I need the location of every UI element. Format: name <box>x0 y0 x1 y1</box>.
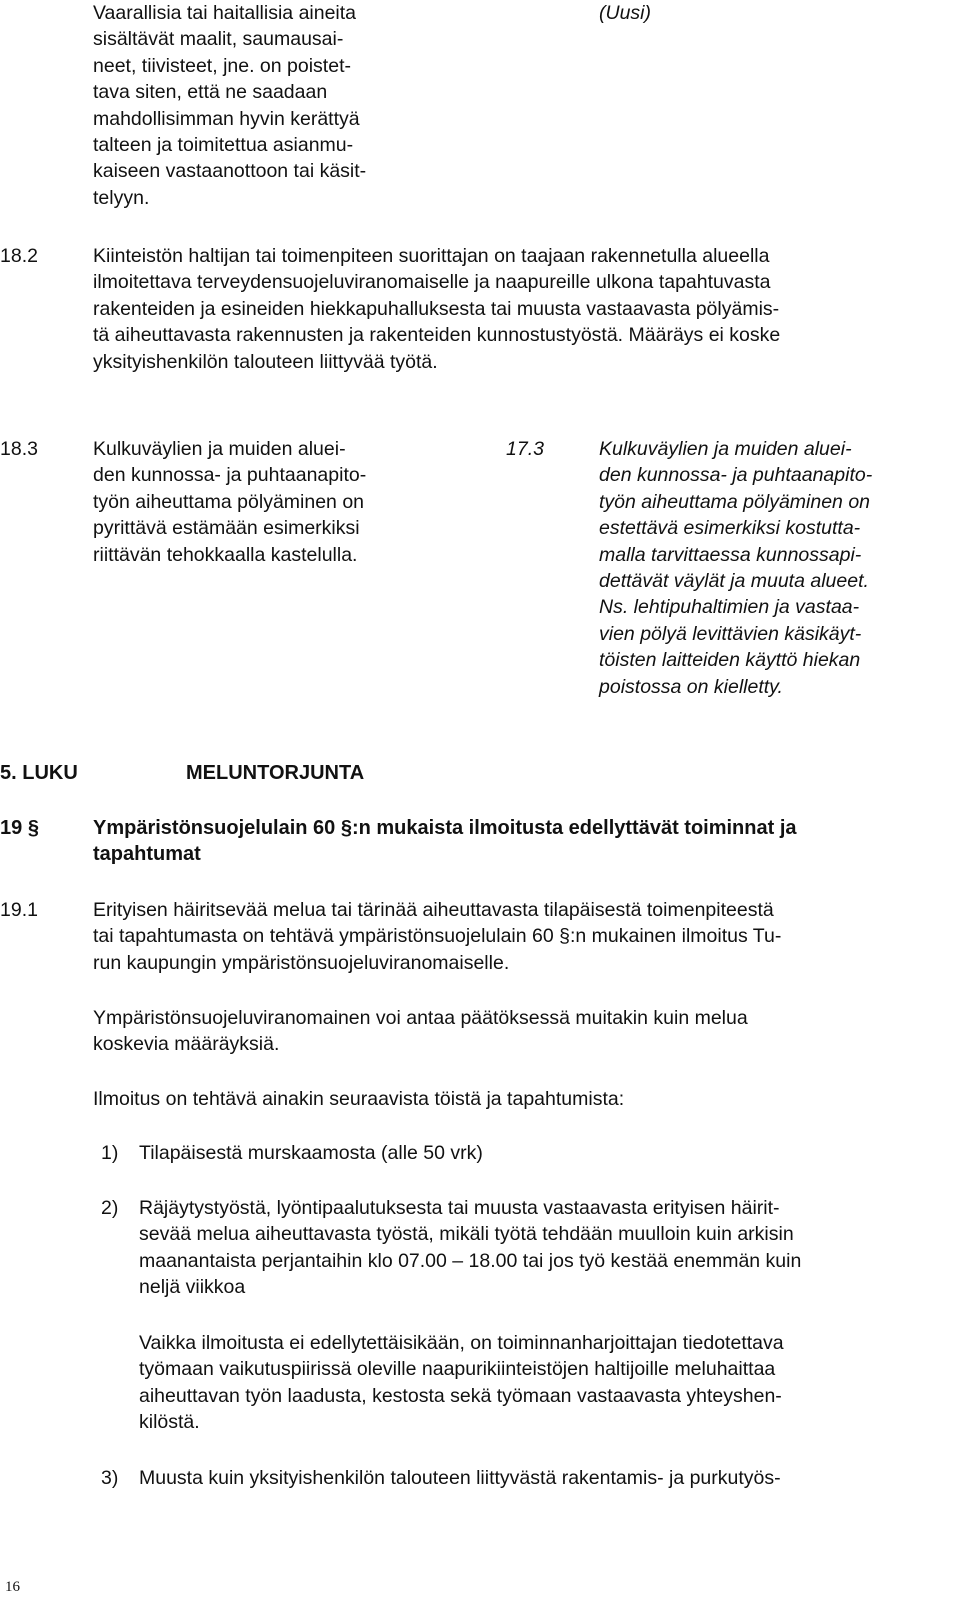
section-19-num: 19 <box>0 817 23 839</box>
old-section-text-17-3: Kulkuväylien ja muiden aluei- den kunnossa- ja puhtaanapito- työn aiheuttama pölyäminen on estettävä esimerkiksi kostutta- malla tarvittaessa kunnossapi- dettävät väylät ja muuta alueet. Ns. lehtipuhaltimien ja vastaa- vien pölyä levittävien käsikäyt- töisten laitteiden käyttö hiekan poistossa on kielletty. <box>599 438 873 698</box>
list-item-2-note: Vaikka ilmoitusta ei edellytettäisikään, on toiminnanharjoittajan tiedotettava työmaan vaikutuspiirissä oleville naapurikiinteistöjen haltijoille meluhaittaa aiheuttavan työn laadusta, kestosta sekä työmaan vastaavasta yhteyshen- kilöstä. <box>139 1332 784 1434</box>
list-item-number-1: 1) <box>101 1142 119 1164</box>
section-number-19-1: 19.1 <box>0 899 38 921</box>
section-number-18-2: 18.2 <box>0 245 38 267</box>
list-item-number-2: 2) <box>101 1197 119 1219</box>
section-sign: § <box>27 817 39 839</box>
old-section-number-17-3: 17.3 <box>506 438 544 460</box>
list-item-text-3: Muusta kuin yksityishenkilön talouteen liittyvästä rakentamis- ja purkutyös- <box>139 1467 781 1489</box>
list-item-text-2: Räjäytystyöstä, lyöntipaalutuksesta tai muusta vastaavasta erityisen häirit- sevää melua aiheuttavasta työstä, mikäli työtä tehdään muulloin kuin arkisin maanantaista perjantaihin klo 07.00 – 18.00 tai jos työ kestää enemmän kuin neljä viikkoa <box>139 1197 802 1299</box>
section-number-19 <box>0 815 39 841</box>
list-item-text-1: Tilapäisestä murskaamosta (alle 50 vrk) <box>139 1142 483 1164</box>
chapter-title: MELUNTORJUNTA <box>186 762 365 784</box>
note-new: (Uusi) <box>599 2 651 24</box>
section-text-18-3: Kulkuväylien ja muiden aluei- den kunnossa- ja puhtaanapito- työn aiheuttama pölyäminen on pyrittävä estämään esimerkiksi riittävän tehokkaalla kastelulla. <box>93 438 367 566</box>
section-title-19: Ympäristönsuojelulain 60 §:n mukaista ilmoitusta edellyttävät toiminnat ja tapahtumat <box>93 817 797 866</box>
section-text-19-1-p2: Ympäristönsuojeluviranomainen voi antaa päätöksessä muitakin kuin melua koskevia määräyksiä. <box>93 1007 748 1056</box>
list-item-number-3: 3) <box>101 1467 119 1489</box>
section-number-18-3: 18.3 <box>0 438 38 460</box>
section-text-19-1-p1: Erityisen häiritsevää melua tai tärinää aiheuttavasta tilapäisestä toimenpiteestä tai tapahtumasta on tehtävä ympäristönsuojelulain 60 §:n mukainen ilmoitus Tu- run kaupungin ympäristönsuojeluviranomaiselle. <box>93 899 782 974</box>
chapter-label: 5. LUKU <box>0 762 78 784</box>
paragraph-top-left: Vaarallisia tai haitallisia aineita sisältävät maalit, saumausai- neet, tiivisteet, jne. on poistet- tava siten, että ne saadaan mahdollisimman hyvin kerättyä talteen ja toimitettua asianmu- kaiseen vastaanottoon tai käsit- telyyn. <box>93 2 367 209</box>
section-text-18-2: Kiinteistön haltijan tai toimenpiteen suorittajan on taajaan rakennetulla alueella ilmoitettava terveydensuojeluviranomaiselle ja naapureille ulkona tapahtuvasta rakenteiden ja esineiden hiekkapuhalluksesta tai muusta vastaavasta pölyämis- tä aiheuttavasta rakennusten ja rakenteiden kunnostustyöstä. Määräys ei koske yksityishenkilön talouteen liittyvää työtä. <box>93 245 781 373</box>
page-number: 16 <box>5 1579 20 1595</box>
section-text-19-1-p3: Ilmoitus on tehtävä ainakin seuraavista töistä ja tapahtumista: <box>93 1088 625 1110</box>
